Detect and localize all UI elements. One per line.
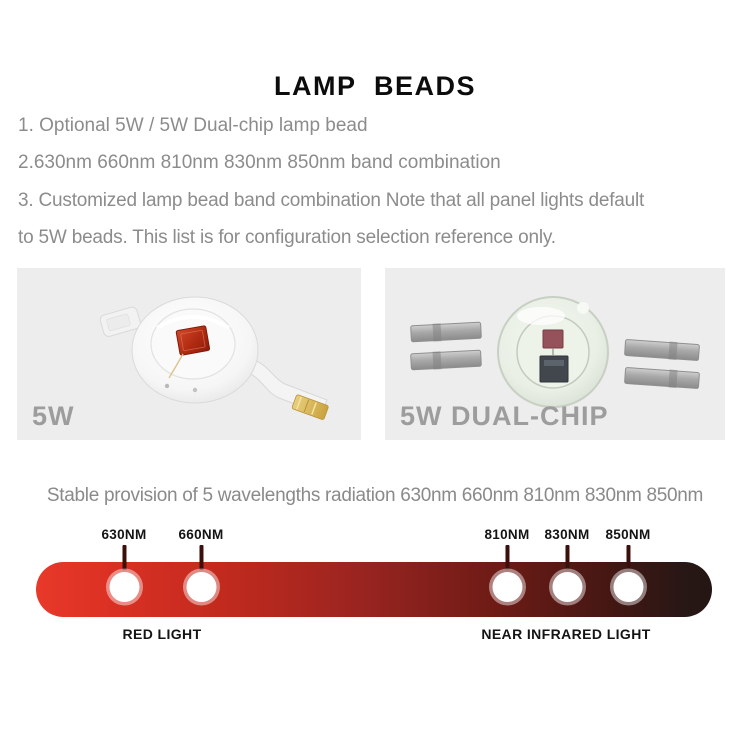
- marker-630nm: [101, 527, 146, 607]
- intro-line-1: 1. Optional 5W / 5W Dual-chip lamp bead: [18, 115, 368, 136]
- marker-660nm: [178, 527, 223, 607]
- marker-dot: [492, 572, 522, 602]
- product-label-5w-dual-chip: 5W DUAL-CHIP: [400, 401, 609, 431]
- page-title: LAMP BEADS: [273, 71, 477, 101]
- marker-label: 810NM: [484, 527, 530, 542]
- wavelength-caption: Stable provision of 5 wavelengths radiation 630nm 660nm 810nm 830nm 850nm: [46, 485, 704, 506]
- group-label-near-infrared-light: NEAR INFRARED LIGHT: [481, 626, 651, 642]
- marker-dot: [613, 572, 643, 602]
- marker-tick: [505, 545, 509, 570]
- spectrum-gradient-bar: [36, 562, 712, 617]
- marker-810nm: [484, 527, 529, 607]
- marker-label: 830NM: [544, 527, 590, 542]
- marker-850nm: [605, 527, 650, 607]
- marker-tick: [122, 545, 126, 570]
- marker-830nm: [544, 527, 589, 607]
- marker-label: 630NM: [101, 527, 147, 542]
- intro-line-2: 2.630nm 660nm 810nm 830nm 850nm band combination: [18, 152, 501, 173]
- marker-dot: [109, 572, 139, 602]
- product-panel-5w: [17, 268, 361, 440]
- intro-line-4: to 5W beads. This list is for configuration selection reference only.: [18, 227, 556, 248]
- product-panel-5w-dual-chip: [385, 268, 725, 440]
- group-label-red-light: RED LIGHT: [122, 626, 202, 642]
- marker-tick: [199, 545, 203, 570]
- marker-tick: [565, 545, 569, 570]
- product-label-5w: 5W: [32, 401, 75, 431]
- marker-dot: [186, 572, 216, 602]
- marker-label: 660NM: [178, 527, 224, 542]
- marker-tick: [626, 545, 630, 570]
- marker-label: 850NM: [605, 527, 651, 542]
- marker-dot: [552, 572, 582, 602]
- intro-line-3: 3. Customized lamp bead band combination Note that all panel lights default: [18, 190, 645, 211]
